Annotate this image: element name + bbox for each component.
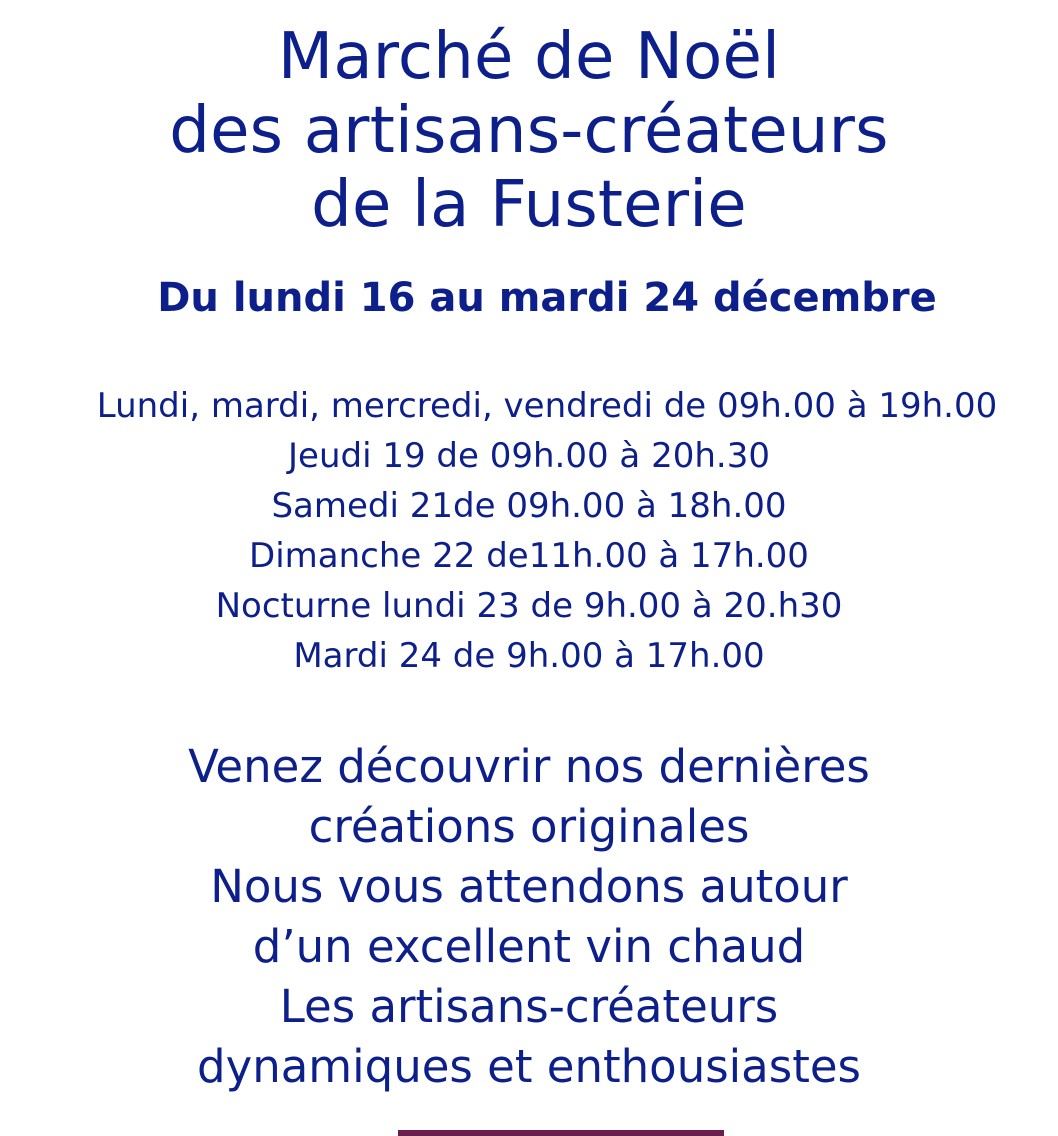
opening-hours	[0, 381, 1058, 681]
hours-line-thursday: Jeudi 19 de 09h.00 à 20h.30	[288, 436, 770, 476]
message-line-6: dynamiques et enthousiastes	[197, 1040, 861, 1093]
hours-line-nocturne: Nocturne lundi 23 de 9h.00 à 20.h30	[215, 586, 843, 626]
title-line-3: de la Fusterie	[311, 168, 747, 242]
bottom-divider	[398, 1130, 724, 1136]
hours-line-sunday: Dimanche 22 de11h.00 à 17h.00	[249, 536, 809, 576]
message-line-1: Venez découvrir nos dernières	[188, 740, 870, 793]
hours-line-tuesday: Mardi 24 de 9h.00 à 17h.00	[293, 636, 765, 676]
message-line-5: Les artisans-créateurs	[279, 980, 779, 1033]
message-line-4: d’un excellent vin chaud	[252, 920, 806, 973]
event-title	[0, 20, 1058, 242]
title-line-2: des artisans-créateurs	[169, 94, 889, 168]
hours-line-saturday: Samedi 21de 09h.00 à 18h.00	[271, 486, 787, 526]
message-line-3: Nous vous attendons autour	[210, 860, 848, 913]
title-line-1: Marché de Noël	[277, 20, 781, 94]
hours-line-weekdays: Lundi, mardi, mercredi, vendredi de 09h.00 à 19h.00	[96, 386, 998, 426]
event-dates: Du lundi 16 au mardi 24 décembre	[157, 275, 937, 321]
invitation-message	[0, 737, 1058, 1097]
message-line-2: créations originales	[308, 800, 750, 853]
